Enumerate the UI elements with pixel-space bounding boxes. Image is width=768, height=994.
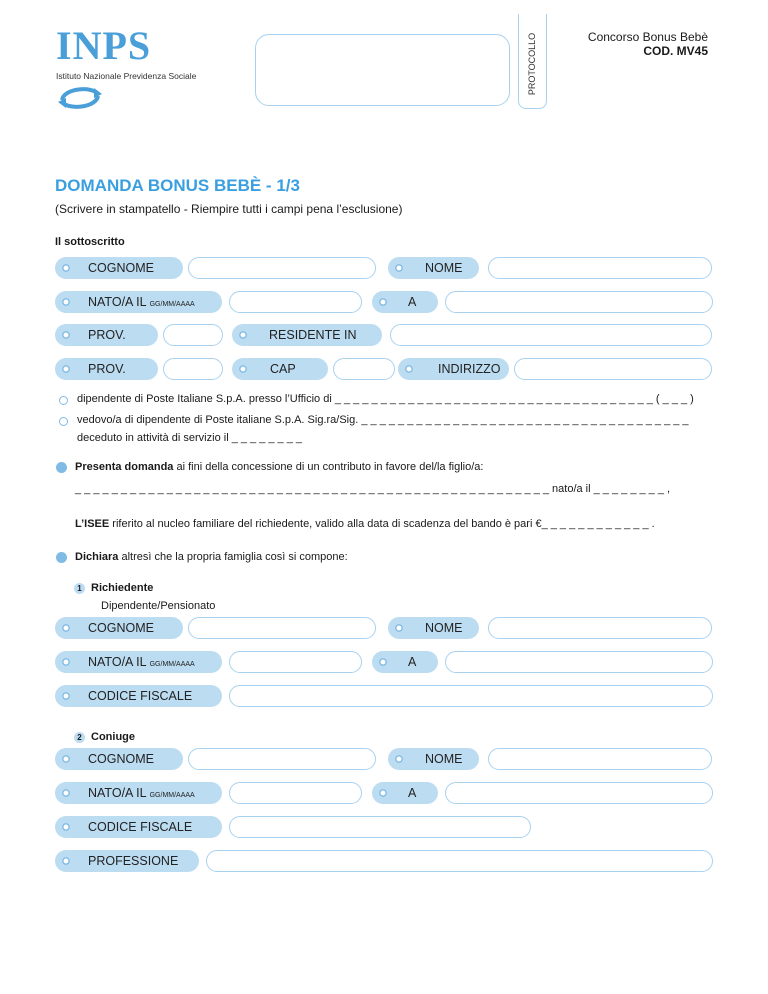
label-cap: CAP xyxy=(232,358,328,380)
label-coniuge-professione: PROFESSIONE xyxy=(55,850,199,872)
richiedente-cf-field[interactable] xyxy=(229,685,713,707)
coniuge-professione-field[interactable] xyxy=(206,850,713,872)
protocol-label: PROTOCOLLO xyxy=(527,32,537,96)
cap-field[interactable] xyxy=(333,358,395,380)
cognome-field[interactable] xyxy=(188,257,376,279)
isee-text: L’ISEE riferito al nucleo familiare del richiedente, valido alla data di scadenza del bando è pari €_ _ _ _ _ _ _ _ _ _ _ _ . xyxy=(75,518,655,530)
presenta-fill-line: _ _ _ _ _ _ _ _ _ _ _ _ _ _ _ _ _ _ _ _ _ _ _ _ _ _ _ _ _ _ _ _ _ _ _ _ _ _ _ _ _ _ _ _ _ _ _ _ _ _ _ _ nato/a il _ _ _ _ _ _ _ _ , xyxy=(75,483,671,495)
protocol-stamp-box xyxy=(255,34,510,106)
label-residente: RESIDENTE IN xyxy=(232,324,382,346)
label-prov-2: PROV. xyxy=(55,358,158,380)
birth-place-field[interactable] xyxy=(445,291,713,313)
presenta-bullet xyxy=(56,462,67,473)
residence-field[interactable] xyxy=(390,324,712,346)
richiedente-number: 1 xyxy=(74,583,85,594)
label-richiedente-cognome: COGNOME xyxy=(55,617,183,639)
label-a: A xyxy=(372,291,438,313)
label-coniuge-a: A xyxy=(372,782,438,804)
address-field[interactable] xyxy=(514,358,712,380)
option-2-continuation: deceduto in attività di servizio il _ _ _ _ _ _ _ _ xyxy=(77,432,303,444)
coniuge-birth-place-field[interactable] xyxy=(445,782,713,804)
richiedente-birth-date-field[interactable] xyxy=(229,651,362,673)
label-cognome: COGNOME xyxy=(55,257,183,279)
label-richiedente-nato-il: NATO/A IL GG/MM/AAAA xyxy=(55,651,222,673)
option-1-text: dipendente di Poste Italiane S.p.A. presso l’Ufficio di _ _ _ _ _ _ _ _ _ _ _ _ _ _ _ _ _ _ _ _ _ _ _ _ _ _ _ _ _ _ _ _ _ _ _ ( _ _ _ ) xyxy=(77,393,694,405)
richiedente-cognome-field[interactable] xyxy=(188,617,376,639)
label-nato-il: NATO/A IL GG/MM/AAAA xyxy=(55,291,222,313)
section-sottoscritto: Il sottoscritto xyxy=(55,236,125,248)
header-info xyxy=(588,30,708,58)
inps-logo: INPS xyxy=(56,23,152,68)
presenta-text: Presenta domanda ai fini della concessione di un contributo in favore del/la figlio/a: xyxy=(75,461,484,473)
birth-date-field[interactable] xyxy=(229,291,362,313)
label-richiedente-nome: NOME xyxy=(388,617,479,639)
label-nome: NOME xyxy=(388,257,479,279)
page-subtitle: (Scrivere in stampatello - Riempire tutti i campi pena l’esclusione) xyxy=(55,202,403,216)
page-title: DOMANDA BONUS BEBÈ - 1/3 xyxy=(55,176,300,195)
coniuge-cf-field[interactable] xyxy=(229,816,531,838)
form-code: COD. MV45 xyxy=(643,44,708,58)
contest-name: Concorso Bonus Bebè xyxy=(587,30,708,44)
label-coniuge-nome: NOME xyxy=(388,748,479,770)
coniuge-nome-field[interactable] xyxy=(488,748,712,770)
coniuge-heading: Coniuge xyxy=(91,731,135,743)
label-prov: PROV. xyxy=(55,324,158,346)
richiedente-birth-place-field[interactable] xyxy=(445,651,713,673)
prov-field-2[interactable] xyxy=(163,358,223,380)
nome-field[interactable] xyxy=(488,257,712,279)
label-indirizzo: INDIRIZZO xyxy=(398,358,509,380)
richiedente-subheading: Dipendente/Pensionato xyxy=(101,600,216,612)
inps-logo-icon xyxy=(56,84,104,112)
label-richiedente-cf: CODICE FISCALE xyxy=(55,685,222,707)
option-2-radio[interactable] xyxy=(59,417,68,426)
richiedente-heading: Richiedente xyxy=(91,582,154,594)
logo-subtitle: Istituto Nazionale Previdenza Sociale xyxy=(56,71,197,81)
prov-field[interactable] xyxy=(163,324,223,346)
label-coniuge-cf: CODICE FISCALE xyxy=(55,816,222,838)
coniuge-number: 2 xyxy=(74,732,85,743)
label-coniuge-nato-il: NATO/A IL GG/MM/AAAA xyxy=(55,782,222,804)
option-2-text: vedovo/a di dipendente di Poste italiane S.p.A. Sig.ra/Sig. _ _ _ _ _ _ _ _ _ _ _ _ _ _ _ _ _ _ _ _ _ _ _ _ _ _ _ _ _ _ _ _ _ _ _ _ xyxy=(77,414,689,426)
richiedente-nome-field[interactable] xyxy=(488,617,712,639)
coniuge-cognome-field[interactable] xyxy=(188,748,376,770)
coniuge-birth-date-field[interactable] xyxy=(229,782,362,804)
dichiara-text: Dichiara altresì che la propria famiglia così si compone: xyxy=(75,551,348,563)
label-richiedente-a: A xyxy=(372,651,438,673)
option-1-radio[interactable] xyxy=(59,396,68,405)
label-coniuge-cognome: COGNOME xyxy=(55,748,183,770)
dichiara-bullet xyxy=(56,552,67,563)
